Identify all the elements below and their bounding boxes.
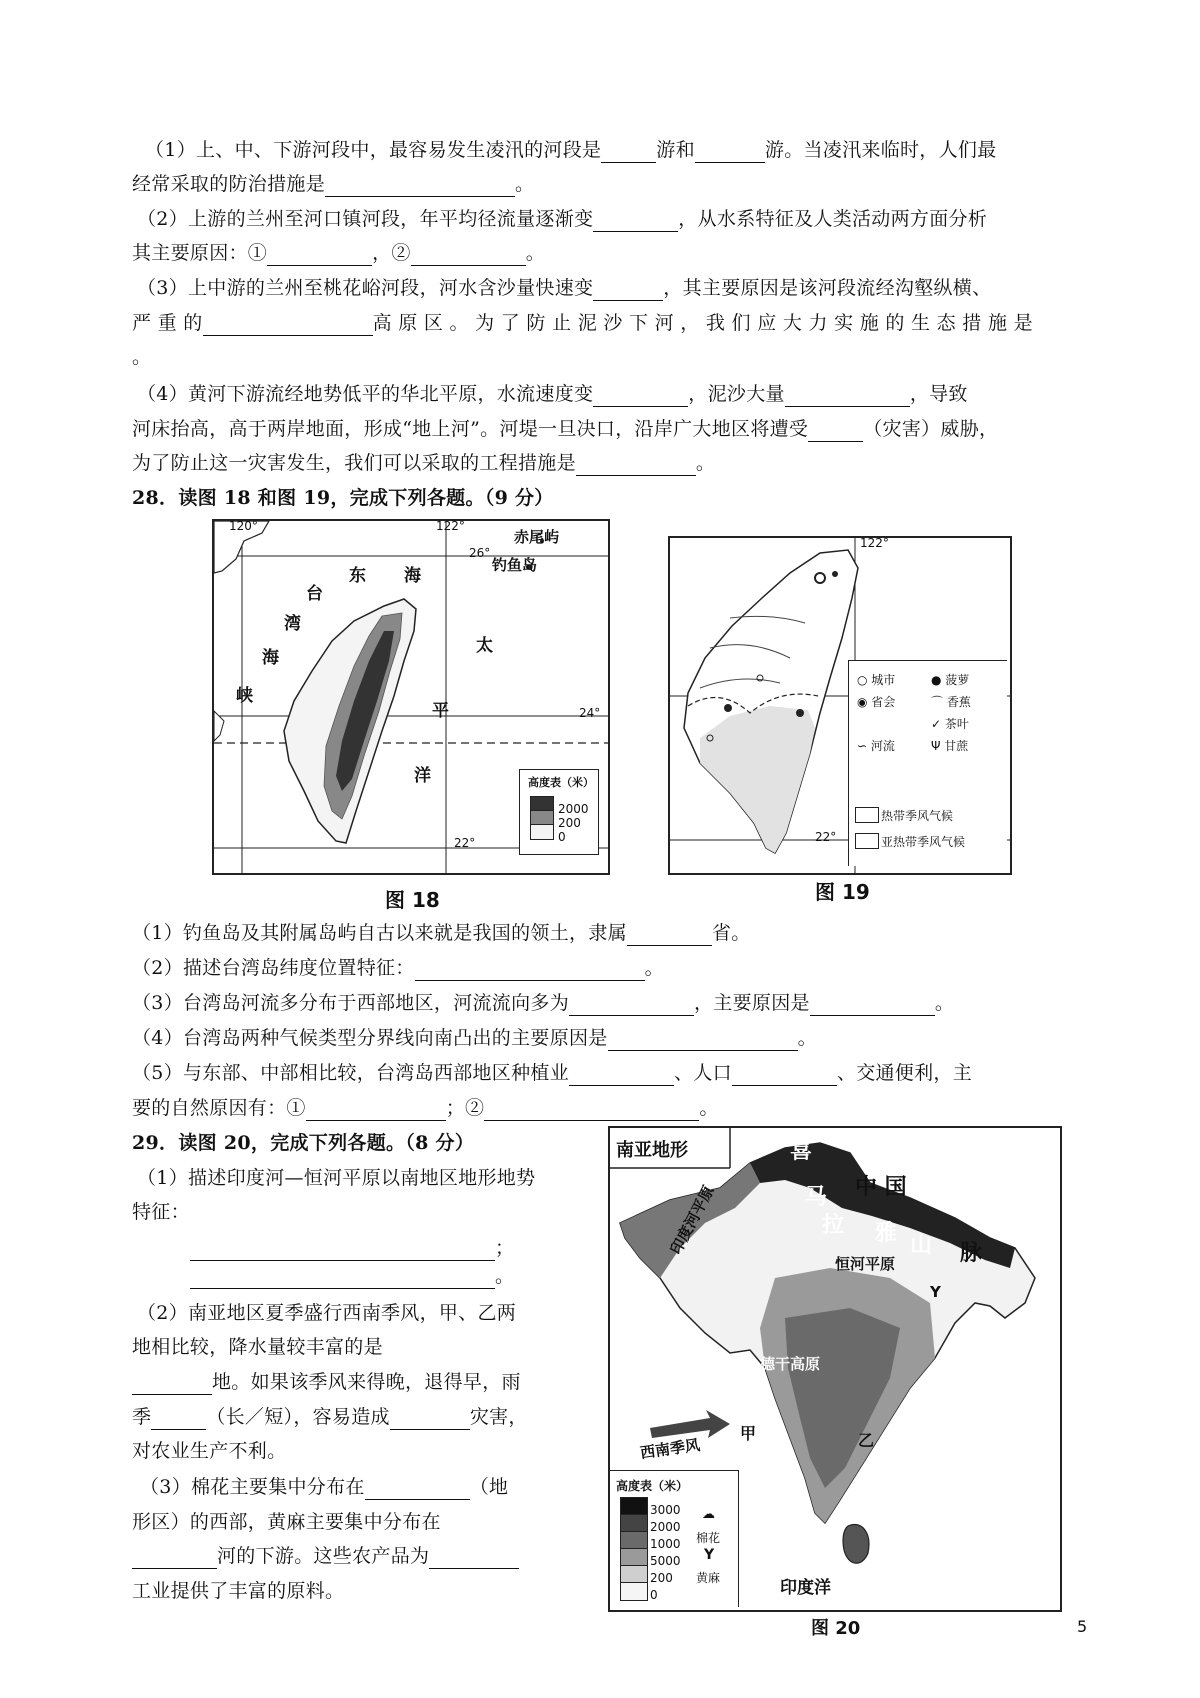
himalaya-label: 拉 [822,1213,845,1238]
swatch-low [530,824,554,840]
text: 甘蔗 [944,739,969,753]
jute-icon: Y [704,1547,715,1563]
himalaya-label: 脉 [960,1241,983,1266]
legend-tropical: 热带季风气候 [881,809,954,823]
lat-22-label: 22° [454,836,476,850]
text: （1）上、中、下游河段中，最容易发生凌汛的河段是 [145,139,602,161]
figure-19-taiwan-climate-map [668,536,1012,875]
east-china-sea-label: 东 [349,566,366,586]
answer-blank[interactable] [732,1065,837,1086]
east-china-sea-label: 海 [404,566,421,586]
page-number: 5 [1077,1617,1088,1636]
q27-part4-line1 [137,381,968,407]
q28-title: 28．读图 18 和图 19，完成下列各题。（9 分） [132,487,554,509]
q29-sub2-line1: （2）南亚地区夏季盛行西南季风，甲、乙两 [137,1302,517,1324]
q29-sub2-line3 [132,1369,521,1395]
text: （地 [469,1476,509,1498]
legend-cotton: 棉花 [696,1531,721,1545]
text: （4）黄河下游流经地势低平的华北平原，水流速度变 [137,383,594,405]
himalaya-label: 雅 [875,1221,898,1246]
text: ，从水系特征及人类活动两方面分析 [678,208,988,230]
diaoyu-island-label: 钓鱼岛 [492,556,538,574]
text: （2）描述台湾岛纬度位置特征： [132,957,415,979]
indus-plain-label: 印度河平原 [666,1182,718,1258]
answer-blank[interactable] [132,1548,217,1569]
location-yi-label: 乙 [858,1431,875,1450]
answer-blank[interactable] [695,142,765,163]
text: 香蕉 [946,695,971,709]
answer-blank[interactable] [593,280,663,301]
chiwei-islet-label: 赤尾屿 [514,528,560,546]
answer-blank[interactable] [785,386,910,407]
answer-blank[interactable] [325,176,515,197]
q27-part4-line2 [132,416,998,442]
legend-title: 高度表（米） [528,776,594,789]
pacific-ocean-label: 洋 [414,766,431,786]
legend-banana: ⌒ 香蕉 [931,695,971,709]
q29-sub2-line5: 对农业生产不利。 [132,1440,287,1462]
map-title: 南亚地形 [616,1140,688,1161]
text: 。 [695,452,716,474]
text: 省。 [711,922,751,944]
q28-sub3 [132,990,954,1016]
legend-pineapple: ● 菠萝 [931,673,970,687]
text: 季 [132,1406,152,1428]
text: ，其主要原因是该河段流经沟壑纵横、 [663,277,992,299]
figure-20-south-asia-terrain-map [608,1126,1062,1612]
text: （长／短），容易造成 [206,1406,390,1428]
legend-0: 0 [650,1588,658,1602]
text: 城市 [871,673,896,687]
taiwan-strait-label: 湾 [284,614,301,634]
figure-19-caption: 图 19 [815,880,870,904]
text: ；② [445,1097,485,1119]
text: （4）台湾岛两种气候类型分界线向南凸出的主要原因是 [132,1027,608,1049]
text: 。 [797,1027,817,1049]
china-label: 中 国 [855,1175,907,1200]
text: （5）与东部、中部相比较，台湾岛西部地区种植业 [132,1062,569,1084]
answer-blank[interactable] [365,1479,470,1500]
answer-blank[interactable] [601,142,656,163]
sri-lanka [843,1525,869,1564]
text: （3）上中游的兰州至桃花峪河段，河水含沙量快速变 [137,277,594,299]
text: 。 [699,1097,719,1119]
answer-blank[interactable] [415,960,645,981]
q29-sub3-line3 [132,1543,519,1569]
q29-sub2-line4 [132,1404,528,1430]
answer-blank[interactable] [810,995,935,1016]
figure-18-caption: 图 18 [385,888,440,912]
text: 河流 [870,739,895,753]
q27-part2-line1 [137,206,987,232]
text: 、人口 [674,1062,732,1084]
text: 。 [132,346,152,368]
text: 。 [644,957,664,979]
q29-sub3-line4: 工业提供了丰富的原料。 [132,1580,345,1602]
text: 河床抬高，高于两岸地面，形成“地上河”。河堤一旦决口，沿岸广大地区将遭受 [132,418,809,440]
text: （3）棉花主要集中分布在 [140,1476,365,1498]
text: （灾害）威胁， [863,418,999,440]
cotton-icon: ☁ [702,1507,715,1522]
answer-blank[interactable] [593,386,688,407]
taiwan-strait-label: 台 [306,584,323,604]
elevation-legend [519,769,599,855]
q27-part3-line3 [132,344,151,370]
legend-title: 高度表（米） [616,1479,689,1493]
answer-blank[interactable] [203,315,373,336]
q28-sub2 [132,955,664,981]
fig20-legend [610,1470,739,1607]
answer-blank[interactable] [608,1030,798,1051]
answer-blank[interactable] [190,1240,495,1261]
q27-part4-line3 [132,450,715,476]
text: ，主要原因是 [694,992,810,1014]
swatch-tropical [855,807,879,823]
text: 为了防止这一灾害发生，我们可以采取的工程措施是 [132,452,576,474]
answer-blank[interactable] [627,925,712,946]
deccan-plateau-label: 德干高原 [760,1355,821,1373]
q27-part2-line2 [132,240,545,266]
legend-3000: 3000 [650,1503,681,1517]
text: ； [495,1237,515,1259]
legend-2000: 2000 [558,802,589,816]
answer-blank[interactable] [808,421,863,442]
q28-sub5-line2 [132,1095,719,1121]
text: （3）台湾岛河流多分布于西部地区，河流流向多为 [132,992,569,1014]
answer-blank[interactable] [267,245,372,266]
himalaya-label: 喜 [790,1139,813,1164]
text: 严 重 的 [132,312,203,334]
lon-122-label: 122° [436,519,465,533]
answer-blank[interactable] [484,1100,699,1121]
q27-part3-line1 [137,275,991,301]
answer-blank[interactable] [132,1374,212,1395]
legend-0: 0 [558,830,566,844]
q28-sub4 [132,1025,817,1051]
text: 游。当凌汛来临时，人们最 [764,139,997,161]
figure-18-taiwan-relief-map [212,519,610,875]
answer-blank[interactable] [593,211,678,232]
q29-sub1-line3 [190,1235,514,1261]
answer-blank[interactable] [411,245,526,266]
taiwan-strait-label: 峡 [236,686,253,706]
jute-symbol: Y [930,1283,941,1301]
text: 地。如果该季风来得晚，退得早，雨 [212,1371,521,1393]
text: 游和 [656,139,695,161]
text: 经常采取的防治措施是 [132,173,326,195]
text: （1）钓鱼岛及其附属岛屿自古以来就是我国的领土，隶属 [132,922,627,944]
answer-blank[interactable] [190,1268,495,1289]
legend-subtropical: 亚热带季风气候 [881,835,966,849]
legend-5000: 5000 [650,1554,681,1568]
pacific-ocean-label: 太 [476,636,493,656]
answer-blank[interactable] [390,1409,470,1430]
q27-part1-line1 [145,137,997,163]
lat-26-label: 26° [469,546,491,560]
q29-sub2-line2: 地相比较，降水量较丰富的是 [132,1336,383,1358]
text: 河的下游。这些农产品为 [217,1545,430,1567]
text: 菠萝 [945,673,970,687]
text: ，导致 [909,383,968,405]
text: 其主要原因：① [132,242,268,264]
legend-tea: ✓ 茶叶 [931,717,969,731]
legend-city: ○ 城市 [857,673,896,687]
legend-200: 200 [558,816,581,830]
text: 。 [525,242,546,264]
text: （2）上游的兰州至河口镇河段，年平均径流量逐渐变 [137,208,594,230]
text: 。 [495,1265,515,1287]
legend-200: 200 [650,1571,673,1585]
legend-capital: ◉ 省会 [857,695,896,709]
swatch-subtropical [855,833,879,849]
legend-jute: 黄麻 [696,1571,721,1585]
q27-part3-line2 [132,310,1033,336]
text: 。 [934,992,955,1014]
answer-blank[interactable] [576,455,696,476]
lat-22-label: 22° [815,830,837,844]
location-jia-label: 甲 [740,1424,757,1443]
legend-river: ∽ 河流 [857,739,895,753]
legend-sugarcane: Ψ 甘蔗 [931,739,969,753]
pacific-ocean-label: 平 [432,701,449,721]
q29-sub3-line2: 形区）的西部，黄麻主要集中分布在 [132,1511,441,1533]
text: ，② [372,242,411,264]
taiwan-strait-label: 海 [262,648,279,668]
indian-ocean-label: 印度洋 [780,1578,831,1598]
q29-sub1-line2: 特征： [132,1201,190,1223]
swatch-0 [620,1582,648,1601]
sw-monsoon-label: 西南季风 [639,1435,702,1463]
answer-blank[interactable] [151,1409,206,1430]
lat-24-label: 24° [579,706,601,720]
q28-sub1 [132,920,751,946]
text: 。 [515,173,535,195]
text: 灾害， [469,1406,528,1428]
q29-sub1-line4 [190,1263,514,1289]
sw-monsoon-arrow [650,1410,730,1438]
fig19-legend [848,660,1007,866]
text: 省会 [871,695,896,709]
text: 、交通便利，主 [836,1062,973,1084]
legend-2000: 2000 [650,1520,681,1534]
himalaya-label: 马 [805,1185,828,1210]
pineapple-symbol [832,571,838,577]
figure-20-caption: 图 20 [811,1618,861,1639]
q28-sub5-line1 [132,1060,972,1086]
pineapple-symbol [796,709,804,717]
answer-blank[interactable] [569,995,694,1016]
text: 茶叶 [944,717,969,731]
ganges-plain-label: 恒河平原 [835,1255,896,1273]
answer-blank[interactable] [429,1548,519,1569]
himalaya-label: 山 [910,1233,933,1258]
text: 高 原 区 。 为 了 防 止 泥 沙 下 河 ， 我 们 应 大 力 实 施 的 生 态 措 施 是 [372,312,1033,334]
q29-title: 29．读图 20，完成下列各题。（8 分） [132,1132,475,1154]
answer-blank[interactable] [569,1065,674,1086]
q29-sub3-line1 [140,1474,508,1500]
lon-120-label: 120° [229,519,258,533]
pineapple-symbol [724,704,732,712]
q29-sub1-line1: （1）描述印度河—恒河平原以南地区地形地势 [137,1167,536,1189]
answer-blank[interactable] [306,1100,446,1121]
lon-122-label: 122° [860,536,889,550]
q27-part1-line2 [132,171,534,197]
legend-1000: 1000 [650,1537,681,1551]
text: 要的自然原因有：① [132,1097,306,1119]
text: ，泥沙大量 [688,383,785,405]
